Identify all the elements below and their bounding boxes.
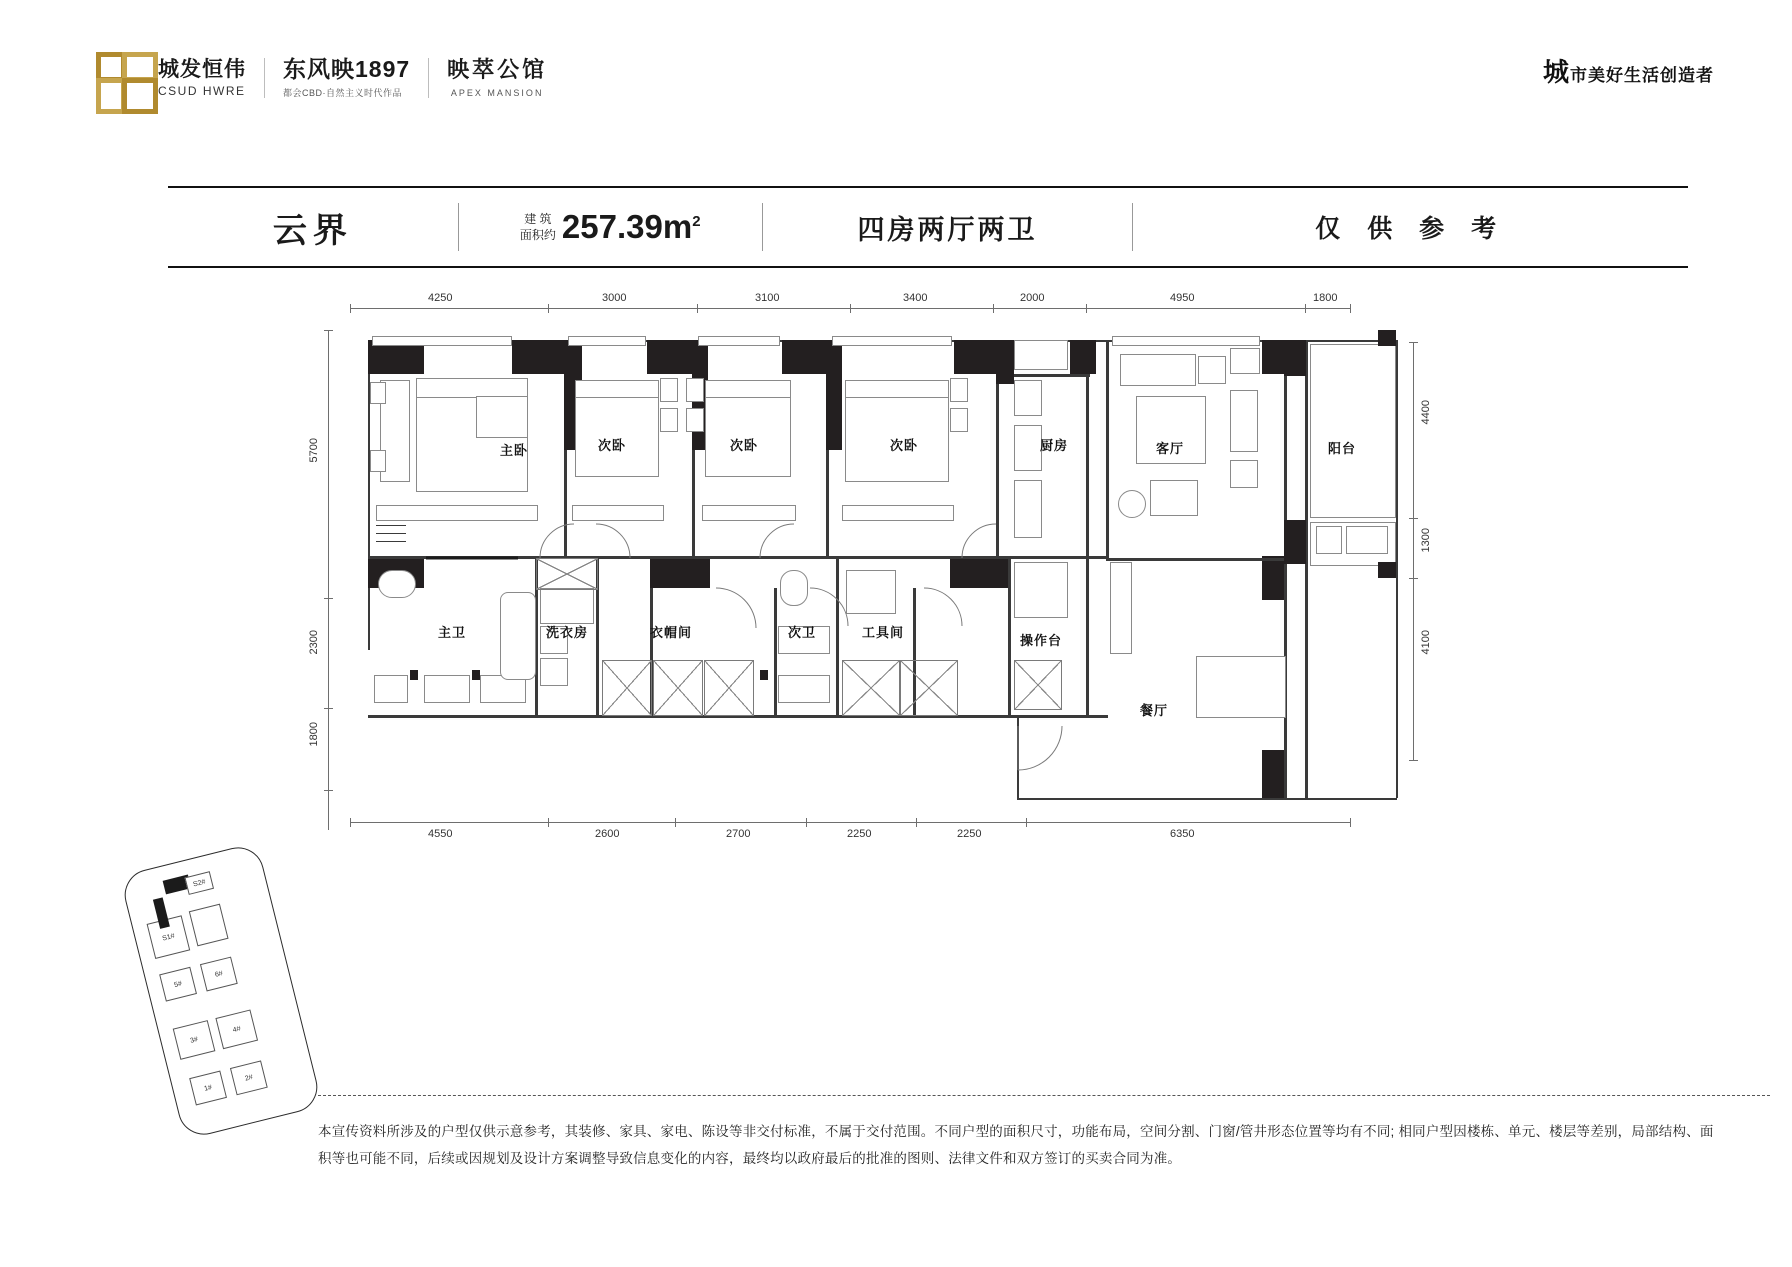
armchair-living — [1230, 390, 1258, 452]
brand-slogan — [1543, 52, 1714, 89]
floorplan-drawing — [308, 292, 1600, 930]
cloakroom-closet-mid — [653, 660, 703, 716]
area-value — [562, 208, 701, 246]
dim-bottom-0: 4550 — [428, 828, 453, 840]
round-table-living — [1118, 490, 1146, 518]
balcony-washer — [1316, 526, 1342, 554]
dining-cabinet — [1110, 562, 1132, 654]
dim-right-line — [1413, 342, 1414, 760]
project-one — [283, 57, 410, 99]
kitchen-counter — [1014, 425, 1042, 471]
laundry-shaft — [536, 558, 598, 590]
toolroom-cabinet — [846, 570, 896, 614]
dim-bottom-line — [350, 822, 1350, 823]
dim-top-2: 3100 — [755, 292, 780, 304]
unit-titlebar — [168, 186, 1688, 268]
stool-living — [1230, 460, 1258, 488]
dining-table — [1196, 656, 1286, 718]
unit-name: 云界 — [272, 210, 353, 251]
brand-divider-2 — [428, 58, 429, 98]
desk-4 — [842, 505, 954, 521]
brand-slogan-rest: 市美好生活创造者 — [1570, 66, 1714, 86]
sink2-master-bath — [424, 675, 470, 703]
balcony-counter — [1346, 526, 1388, 554]
room-label-toolroom: 工具间 — [862, 625, 905, 640]
laundry-machine-3 — [540, 658, 568, 686]
room-label-cloakroom: 衣帽间 — [650, 625, 693, 640]
dim-bottom-2: 2700 — [726, 828, 751, 840]
desk-master — [376, 505, 538, 521]
counter-second-bath — [778, 675, 830, 703]
area-label-line2: 面积约 — [519, 228, 556, 242]
desk-3 — [702, 505, 796, 521]
room-label-worktop: 操作台 — [1020, 633, 1063, 648]
dim-top-3: 3400 — [903, 292, 928, 304]
disclaimer-line-2: 积等也可能不同，后续或因规划及设计方案调整导致信息变化的内容，最终均以政府最后的批准的图则、法律文件和双方签订的买卖合同为准。 — [318, 1151, 1182, 1166]
dim-left-1: 2300 — [308, 630, 320, 655]
keymap-frame — [119, 842, 323, 1140]
laundry-machine-1 — [540, 588, 594, 624]
csud-logo-icon — [96, 52, 148, 104]
keymap-label-3: 3# — [173, 1020, 216, 1060]
room-label-dining: 餐厅 — [1140, 703, 1169, 718]
project-two-title: 映萃公馆 — [447, 57, 548, 83]
dim-left-line — [328, 330, 329, 830]
lounge-chair-living — [1150, 480, 1198, 516]
dim-bottom-5: 6350 — [1170, 828, 1195, 840]
toolroom-storage-1 — [842, 660, 900, 716]
dim-top-4: 2000 — [1020, 292, 1045, 304]
dim-top-0: 4250 — [428, 292, 453, 304]
sofa-living — [1120, 354, 1196, 386]
reference-cell — [1133, 188, 1688, 266]
brand-divider-1 — [264, 58, 265, 98]
footer-divider — [318, 1095, 1770, 1096]
project-one-title: 东风映1897 — [283, 55, 411, 82]
plant-living — [1230, 348, 1260, 374]
dim-right-1: 1300 — [1420, 528, 1432, 553]
room-label-master-bedroom: 主卧 — [500, 443, 529, 458]
kitchen-sink — [1014, 340, 1068, 370]
project-two — [447, 58, 547, 97]
side-table-living — [1198, 356, 1226, 384]
keymap-label-6: 6# — [200, 957, 238, 992]
dim-left-0: 5700 — [308, 438, 320, 463]
site-keymap — [150, 855, 290, 1125]
room-label-living: 客厅 — [1156, 441, 1185, 456]
sink-master-bath — [374, 675, 408, 703]
keymap-label-5: 5# — [159, 967, 197, 1002]
dim-bottom-4: 2250 — [957, 828, 982, 840]
cloakroom-closet-left — [602, 660, 652, 716]
dim-left-2: 1800 — [308, 722, 320, 747]
dim-bottom-3: 2250 — [847, 828, 872, 840]
dim-bottom-1: 2600 — [595, 828, 620, 840]
unit-room-config: 四房两厅两卫 — [857, 214, 1038, 245]
brand-slogan-big: 城 — [1542, 58, 1570, 88]
keymap-label-4: 4# — [215, 1009, 258, 1049]
kitchen-stove — [1014, 480, 1042, 538]
kitchen-fridge — [1014, 380, 1042, 416]
brand-name-cn: 城发恒伟 — [158, 57, 246, 81]
reference-note: 仅 供 参 考 — [1315, 215, 1507, 243]
cloakroom-closet-right — [704, 660, 754, 716]
room-label-bedroom-2: 次卧 — [598, 438, 627, 453]
keymap-label-1: 1# — [189, 1071, 227, 1106]
unit-rooms-cell — [763, 188, 1133, 266]
room-label-bedroom-4: 次卧 — [890, 438, 919, 453]
worktop-storage — [1014, 660, 1062, 710]
toilet-master-bath — [378, 570, 416, 598]
dim-right-2: 4100 — [1420, 630, 1432, 655]
dim-top-5: 4950 — [1170, 292, 1195, 304]
unit-area-cell — [459, 188, 762, 266]
area-unit-superscript: 2 — [692, 213, 701, 230]
toilet-second-bath — [780, 570, 808, 606]
worktop-counter — [1014, 562, 1068, 618]
area-value-text: 257.39m — [561, 208, 693, 245]
project-one-subtitle: 都会CBD·自然主义时代作品 — [283, 88, 402, 99]
dim-top-1: 3000 — [602, 292, 627, 304]
area-label — [520, 211, 556, 243]
room-label-bedroom-3: 次卧 — [730, 438, 759, 453]
desk-2 — [572, 505, 664, 521]
brand-name-en: CSUD HWRE — [158, 83, 246, 98]
brand-name — [158, 58, 246, 99]
keymap-label-2: 2# — [230, 1060, 268, 1095]
brand-header — [96, 48, 547, 108]
unit-name-cell — [168, 188, 458, 266]
dim-top-6: 1800 — [1313, 292, 1338, 304]
room-label-kitchen: 厨房 — [1040, 438, 1069, 453]
toolroom-storage-2 — [900, 660, 958, 716]
area-label-line1: 建 筑 — [524, 211, 552, 226]
project-two-subtitle: APEX MANSION — [450, 87, 544, 98]
room-label-balcony: 阳台 — [1328, 441, 1357, 456]
room-label-laundry: 洗衣房 — [546, 625, 589, 640]
keymap-label-s2: S2# — [184, 871, 214, 895]
disclaimer — [318, 1118, 1758, 1172]
disclaimer-line-1: 本宣传资料所涉及的户型仅供示意参考，其装修、家具、家电、陈设等非交付标准，不属于交付范围。不同户型的面积尺寸，功能布局，空间分割、门窗/管井形态位置等均有不同; 相同户型因楼栋、单元、楼层等差别，局部结构、面 — [318, 1124, 1714, 1139]
room-label-master-bath: 主卫 — [438, 625, 467, 640]
keymap-label-s1: S1# — [147, 915, 191, 959]
room-label-second-bath: 次卫 — [788, 625, 817, 640]
dim-right-0: 4400 — [1420, 400, 1432, 425]
bathtub-master — [500, 592, 536, 680]
